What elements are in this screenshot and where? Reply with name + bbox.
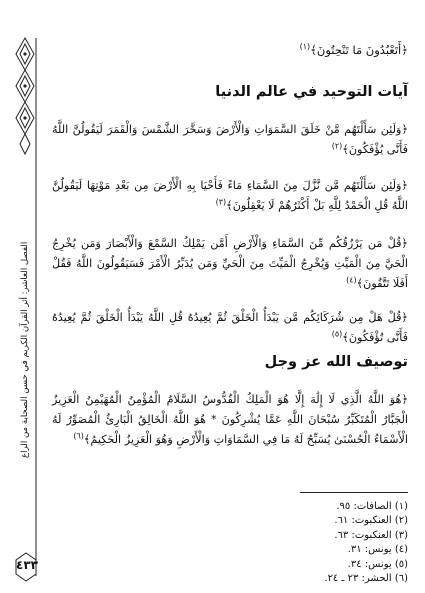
running-header: الفصل العاشر: أثر القرآن الكريم في حسن الصحابة من الراغ (20, 241, 30, 459)
verse-text: ﴿وَلَئِن سَأَلْتَهُم مَّنْ خَلَقَ السَّمَوَاتِ وَالْأَرْضَ وَسَخَّرَ الشَّمْسَ وَالْقَمَرَ لَيَقُولُنَّ اللَّهُ فَأَنَّى يُؤْفَكُونَ﴾ (52, 123, 408, 156)
verse-text: ﴿قُلْ مَن يَرْزُقُكُم مِّنَ السَّمَاءِ وَالْأَرْضِ أَمَّن يَمْلِكُ السَّمْعَ وَالْأَبْصَارَ وَمَن يُخْرِجُ الْحَيَّ مِنَ الْمَيِّتِ وَيُخْرِجُ الْمَيِّتَ مِنَ الْحَيِّ وَمَن يُدَبِّرُ الْأَمْرَ فَسَيَقُولُونَ اللَّهُ فَقُلْ أَفَلَا تَتَّقُونَ﴾ (52, 237, 408, 290)
footnote-ref: (٥) (331, 329, 343, 339)
verse-block (52, 234, 408, 294)
footnote-ref: (٤) (346, 275, 357, 285)
verse-block (52, 308, 408, 348)
footnote-divider (300, 492, 408, 493)
verse-text: ﴿وَلَئِن سَأَلْتَهُم مَّن نَّزَّلَ مِنَ السَّمَاءِ مَاءً فَأَحْيَا بِهِ الْأَرْضَ مِن بَعْدِ مَوْتِهَا لَيَقُولُنَّ اللَّهُ قُلِ الْحَمْدُ لِلَّهِ بَلْ أَكْثَرُهُمْ لَا يَعْقِلُونَ﴾ (52, 179, 408, 212)
footnote-ref: (٢) (331, 141, 343, 151)
footnote: (١) الصافات: ٩٥. (336, 501, 408, 512)
footnotes (208, 500, 408, 586)
main-text-column (52, 6, 408, 586)
footnote-ref: (١) (299, 42, 311, 52)
page-number: ٤٣٣ (16, 558, 38, 572)
footnote: (٥) يونس: ٣٤. (347, 558, 408, 570)
verse-text: ﴿هُوَ اللَّهُ الَّذِي لَا إِلَٰهَ إِلَّا هُوَ الْمَلِكُ الْقُدُّوسُ السَّلَامُ الْمُؤْمِنُ الْمُهَيْمِنُ الْعَزِيزُ الْجَبَّارُ الْمُتَكَبِّرُ سُبْحَانَ اللَّهِ عَمَّا يُشْرِكُونَ * هُوَ اللَّهُ الْخَالِقُ الْبَارِئُ الْمُصَوِّرُ لَهُ الْأَسْمَاءُ الْحُسْنَىٰ يُسَبِّحُ لَهُ مَا فِي السَّمَاوَاتِ وَالْأَرْضِ وَهُوَ الْعَزِيزُ الْحَكِيمُ﴾ (52, 393, 408, 446)
footnote-ref: (٦) (73, 431, 84, 441)
verse-text: ﴿قُلْ هَلْ مِن شُرَكَائِكُم مَّن يَبْدَأُ الْخَلْقَ ثُمَّ يُعِيدُهُ قُلِ اللَّهُ يَبْدَأُ الْخَلْقَ ثُمَّ يُعِيدُهُ فَأَنَّى تُؤْفَكُونَ﴾ (52, 311, 408, 344)
footnote: (٤) يونس: ٣١. (347, 544, 408, 556)
footnote: (٣) العنكبوت: ٦٣. (334, 529, 408, 541)
verse-fragment-text: ﴿أَتَعْبُدُونَ مَا تَنْحِتُونَ﴾ (310, 43, 408, 57)
verse-block (52, 176, 408, 216)
section-heading: آيات التوحيد في عالم الدنيا (215, 84, 408, 100)
verse-block (52, 120, 408, 160)
section-heading: توصيف الله عز وجل (264, 354, 408, 370)
verse-fragment (300, 42, 408, 58)
footnote: (٢) العنكبوت: ٦١. (334, 515, 408, 527)
footnote-ref: (٣) (215, 197, 227, 207)
verse-block (52, 390, 408, 450)
footnote: (٦) الحشر: ٢٣ ـ ٢٤. (324, 573, 408, 585)
